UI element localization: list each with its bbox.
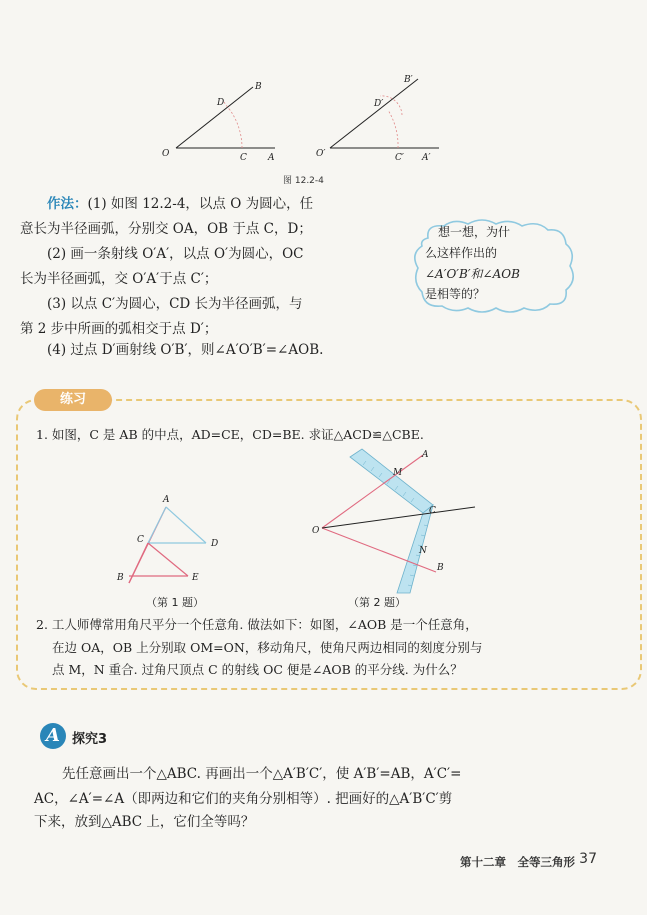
method-step-1: (1) 如图 12.2-4，以点 O 为圆心，任 bbox=[87, 196, 314, 212]
practice-figure-2 bbox=[310, 445, 480, 595]
label-D-prime: D′ bbox=[374, 99, 384, 109]
practice-q1: 1. 如图，C 是 AB 的中点，AD=CE，CD=BE. 求证△ACD≌△CBE. bbox=[36, 427, 424, 442]
label-A-prime: A′ bbox=[422, 153, 431, 163]
explore-line-2: AC，∠A′=∠A（即两边和它们的夹角分别相等）. 把画好的△A′B′C′剪 bbox=[34, 791, 453, 807]
think-line-4: 是相等的？ bbox=[425, 287, 486, 301]
label-C: C bbox=[240, 153, 247, 163]
explore-line-1: 先任意画出一个△ABC. 再画出一个△A′B′C′，使 A′B′=AB，A′C′= bbox=[62, 766, 462, 782]
method-line-1 bbox=[47, 194, 313, 214]
method-line-7: (4) 过点 D′画射线 O′B′，则∠A′O′B′=∠AOB. bbox=[47, 342, 324, 358]
figure-right-angle bbox=[316, 75, 439, 163]
think-line-2: 么这样作出的 bbox=[425, 246, 498, 260]
label-C-prime: C′ bbox=[395, 153, 404, 163]
fig2-label-M: M bbox=[393, 468, 403, 478]
fig2-label-A: A bbox=[422, 450, 429, 460]
method-line-5: (3) 以点 C′为圆心，CD 长为半径画弧，与 bbox=[47, 296, 303, 312]
explore-icon: A bbox=[40, 723, 66, 749]
explore-line-3: 下来，放到△ABC 上，它们全等吗？ bbox=[34, 814, 255, 830]
fig1-label-D: D bbox=[211, 539, 219, 549]
figure-left-angle bbox=[162, 82, 275, 163]
fig1-label-C: C bbox=[137, 535, 144, 545]
label-D: D bbox=[217, 98, 225, 108]
label-A: A bbox=[268, 153, 275, 163]
fig2-label-O: O bbox=[312, 526, 320, 536]
method-label: 作法： bbox=[47, 196, 88, 212]
practice-tab: 练习 bbox=[34, 389, 112, 411]
practice-q2-line-3: 点 M，N 重合. 过角尺顶点 C 的射线 OC 便是∠AOB 的平分线. 为什么？ bbox=[52, 662, 463, 677]
figure-caption: 图 12.2-4 bbox=[283, 176, 324, 186]
think-bubble bbox=[410, 218, 580, 314]
label-O-prime: O′ bbox=[316, 149, 326, 159]
method-line-2: 意长为半径画弧，分别交 OA，OB 于点 C，D； bbox=[20, 221, 312, 237]
practice-q2-line-1: 2. 工人师傅常用角尺平分一个任意角. 做法如下：如图，∠AOB 是一个任意角， bbox=[36, 617, 478, 632]
fig1-label-A: A bbox=[163, 495, 170, 505]
fig1-label-B: B bbox=[117, 573, 124, 583]
fig2-label-N: N bbox=[419, 546, 427, 556]
fig2-caption: （第 2 题） bbox=[348, 596, 406, 609]
fig1-caption: （第 1 题） bbox=[146, 596, 204, 609]
method-line-4: 长为半径画弧，交 O′A′于点 C′； bbox=[20, 271, 218, 287]
practice-q2-line-2: 在边 OA，OB 上分别取 OM=ON，移动角尺，使角尺两边相同的刻度分别与 bbox=[52, 640, 483, 655]
method-line-3: (2) 画一条射线 O′A′，以点 O′为圆心，OC bbox=[47, 246, 304, 262]
fig1-label-E: E bbox=[192, 573, 199, 583]
practice-figure-1 bbox=[108, 490, 238, 590]
think-line-3: ∠A′O′B′和∠AOB bbox=[425, 267, 520, 281]
fig2-label-C: C bbox=[429, 506, 436, 516]
explore-title: 探究3 bbox=[72, 732, 108, 747]
page-number: 37 bbox=[579, 851, 597, 867]
think-line-1: 想一想，为什 bbox=[438, 225, 511, 239]
label-O: O bbox=[162, 149, 170, 159]
figure-12-2-4 bbox=[150, 70, 450, 190]
chapter-footer: 第十二章 全等三角形 bbox=[460, 855, 575, 869]
method-line-6: 第 2 步中所画的弧相交于点 D′； bbox=[20, 321, 218, 337]
fig2-label-B: B bbox=[437, 563, 444, 573]
label-B-prime: B′ bbox=[404, 75, 413, 85]
label-B: B bbox=[255, 82, 262, 92]
